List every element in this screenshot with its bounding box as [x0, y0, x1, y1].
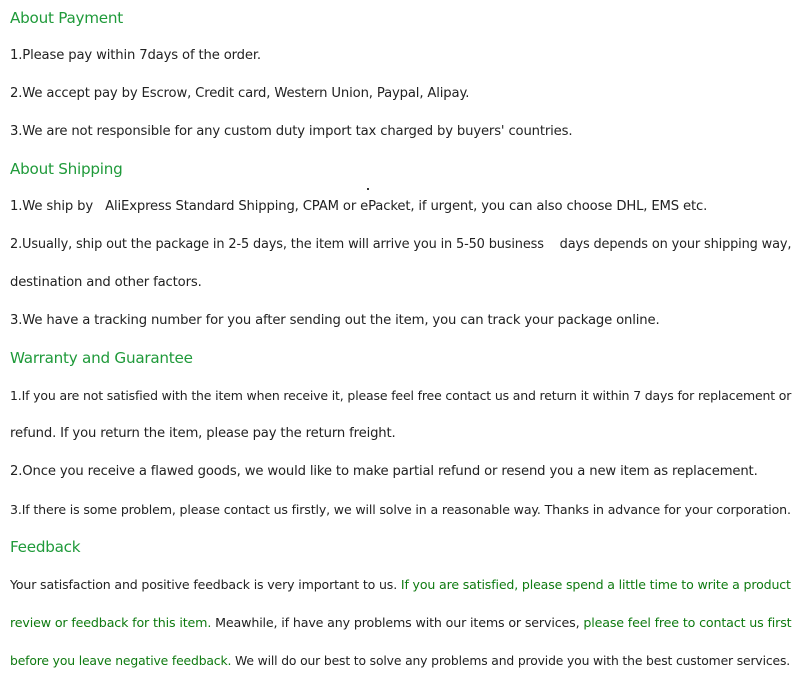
shipping-line-3: 3.We have a tracking number for you after sending out the item, you can track your package online.: [10, 313, 660, 328]
feedback-text: Your satisfaction and positive feedback is very important to us.: [10, 577, 401, 592]
warranty-line-3: 3.If there is some problem, please contact us firstly, we will solve in a reasonable way. Thanks in advance for your corporation.: [10, 502, 791, 517]
feedback-highlight: review or feedback for this item.: [10, 615, 212, 630]
feedback-highlight: before you leave negative feedback.: [10, 654, 232, 668]
shipping-line-2-cont: destination and other factors.: [10, 275, 202, 290]
warranty-heading: Warranty and Guarantee: [10, 349, 193, 367]
feedback-heading: Feedback: [10, 538, 81, 556]
about-shipping-heading: About Shipping: [10, 160, 123, 178]
feedback-line-3: [10, 642, 792, 680]
feedback-text: We will do our best to solve any problems and provide you with the best customer services.: [231, 654, 791, 668]
payment-line-3: 3.We are not responsible for any custom duty import tax charged by buyers' countries.: [10, 124, 573, 139]
feedback-text: Meawhile, if have any problems with our items or services,: [211, 615, 584, 630]
feedback-line-1: [10, 566, 792, 604]
about-payment-heading: About Payment: [10, 9, 123, 27]
shipping-line-1: 1.We ship by AliExpress Standard Shipping, CPAM or ePacket, if urgent, you can also choose DHL, EMS etc.: [10, 199, 708, 214]
payment-line-2: 2.We accept pay by Escrow, Credit card, Western Union, Paypal, Alipay.: [10, 86, 470, 101]
shipping-line-2: 2.Usually, ship out the package in 2-5 days, the item will arrive you in 5-50 business days depends on your shipping way,: [10, 237, 792, 252]
feedback-highlight: If you are satisfied, please spend a little time to write a product: [400, 577, 791, 592]
feedback-line-2: [10, 604, 792, 642]
warranty-line-1-cont: refund. If you return the item, please pay the return freight.: [10, 426, 396, 441]
warranty-line-1: 1.If you are not satisfied with the item when receive it, please feel free contact us and return it within 7 days for replacement or: [10, 388, 792, 403]
warranty-line-2: 2.Once you receive a flawed goods, we would like to make partial refund or resend you a new item as replacement.: [10, 464, 758, 479]
stray-dot: [367, 188, 369, 190]
payment-line-1: 1.Please pay within 7days of the order.: [10, 48, 261, 63]
feedback-highlight: please feel free to contact us first: [583, 615, 792, 630]
